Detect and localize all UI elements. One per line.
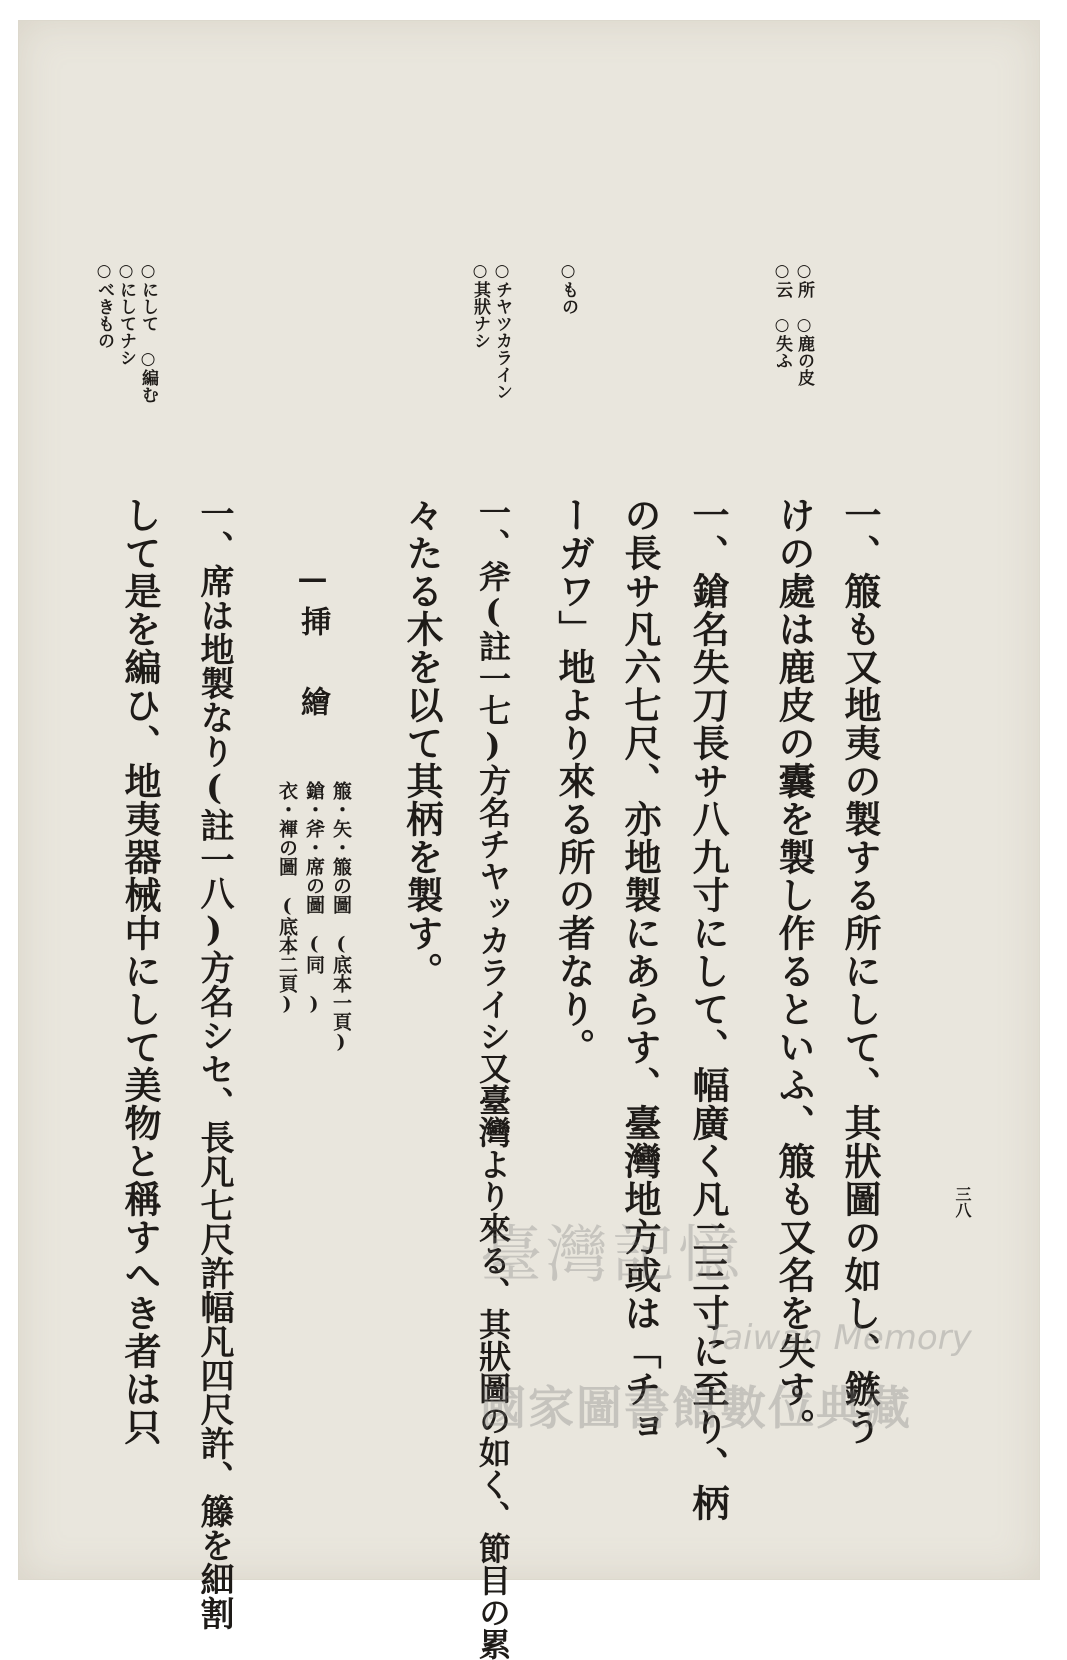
margin-note: ○もの: [558, 261, 578, 315]
margin-note: ○所 ○鹿の皮: [794, 261, 814, 386]
plate-caption: 衣・褌の圖 (底本二頁): [276, 781, 298, 1015]
text-line: 一、鎗名失刀長サ八九寸にして、幅廣く凡二三寸に至り、柄: [686, 496, 730, 1522]
text-line: 一、席は地製なり(註一八)方名シセ、長凡七尺許幅凡四尺許、籐を細割: [194, 496, 234, 1630]
plate-caption: 鎗・斧・席の圖 (同 ): [303, 781, 325, 1015]
text-line: 一、箙も又地夷の製する所にして、其狀圖の如し、鏃う: [838, 496, 882, 1446]
watermark-logo: 臺灣記憶: [480, 1218, 745, 1291]
margin-note: ○其狀ナシ: [470, 261, 490, 349]
margin-note: ○にして ○編む: [138, 261, 158, 403]
text-line: の長サ凡六七尺、亦地製にあらす、臺灣地方或は「チョ: [618, 496, 662, 1446]
margin-note: ○にしてナシ: [116, 261, 136, 366]
watermark-english: Taiwan Memory: [705, 1318, 972, 1358]
text-line: 々たる木を以て其柄を製す。: [400, 496, 444, 990]
watermark-library: 國家圖書館數位典藏: [480, 1381, 912, 1435]
text-line: して是を編ひ、地夷器械中にして美物と稱すへき者は只: [118, 496, 162, 1446]
plate-caption: 箙・矢・箙の圖 (底本一頁): [330, 781, 352, 1053]
text-line: 一、斧(註一七)方名チヤッカライシ又臺灣より來る、其狀圖の如く、節目の累: [474, 496, 512, 1660]
page-number: 三八: [953, 1186, 972, 1218]
margin-note: ○云 ○失ふ: [772, 261, 792, 369]
text-line: けの處は鹿皮の囊を製し作るといふ、箙も又名を失す。: [772, 496, 816, 1446]
margin-note: ○チヤツカライン: [492, 261, 512, 400]
margin-note: ○べきもの: [94, 261, 114, 349]
section-heading: —挿 繪: [295, 561, 330, 726]
text-line: ーガワ」地より來る所の者なり。: [552, 496, 596, 1066]
